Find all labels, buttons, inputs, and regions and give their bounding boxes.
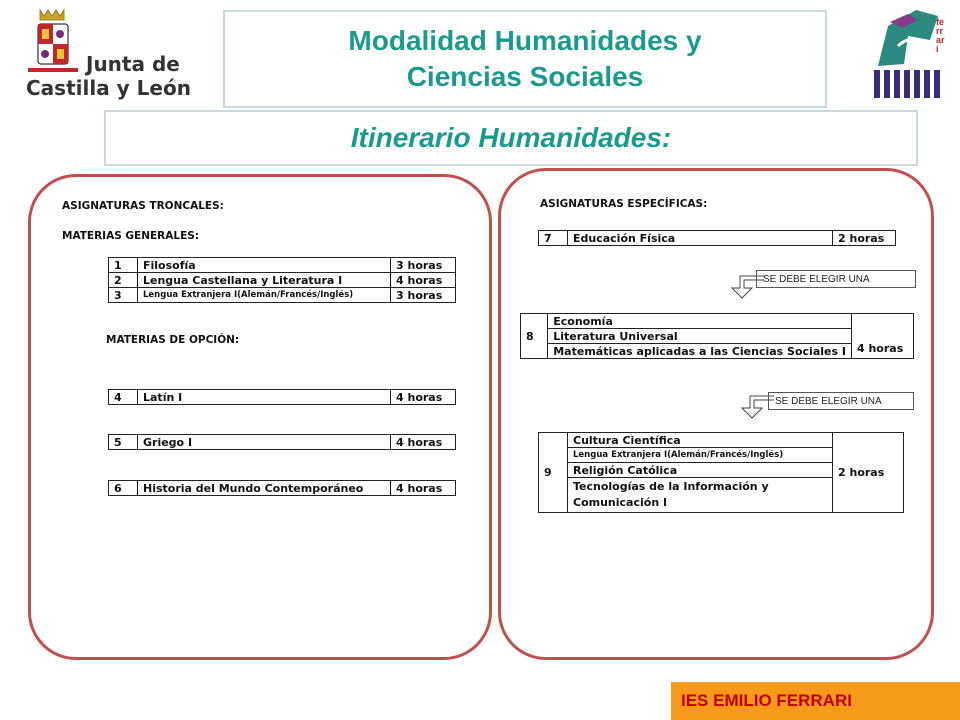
- school-footer: IES EMILIO FERRARI: [671, 682, 960, 720]
- group-hours: 2 horas: [833, 433, 904, 513]
- group9-table: [538, 432, 904, 513]
- subject-number: 4: [109, 390, 138, 405]
- subject-name: Filosofía: [138, 258, 391, 273]
- option-item-line-1: Tecnologías de la Información y: [573, 480, 769, 493]
- subject-number: 3: [109, 288, 138, 303]
- subject-hours: 2 horas: [833, 231, 896, 246]
- table-row: [109, 390, 456, 405]
- ferrari-logo: [868, 6, 952, 102]
- subject-hours: 3 horas: [391, 258, 456, 273]
- subject-name: Lengua Extranjera I(Alemán/Francés/Inglés): [138, 288, 391, 303]
- page-title: [223, 10, 827, 108]
- table-row: [521, 314, 914, 329]
- subject-name: Griego I: [138, 435, 391, 450]
- option-item: Matemáticas aplicadas a las Ciencias Sociales I: [548, 344, 852, 359]
- subject-number: 1: [109, 258, 138, 273]
- subject-hours: 3 horas: [391, 288, 456, 303]
- subject-hours: 4 horas: [391, 390, 456, 405]
- troncales-panel: [28, 174, 492, 660]
- opcion-table-5: [108, 434, 456, 450]
- heading-opcion: MATERIAS DE OPCIÓN:: [106, 334, 240, 346]
- subject-name: Lengua Castellana y Literatura I: [138, 273, 391, 288]
- subject-hours: 4 horas: [391, 273, 456, 288]
- option-item: Religión Católica: [568, 463, 833, 478]
- table-row: [109, 258, 456, 273]
- group-number: 9: [539, 433, 568, 513]
- title-line-1: Modalidad Humanidades y: [348, 25, 702, 56]
- option-item: [568, 478, 833, 513]
- subject-number: 2: [109, 273, 138, 288]
- group-hours: 4 horas: [851, 314, 913, 359]
- option-item: Economía: [548, 314, 852, 329]
- note-elegir-2: SE DEBE ELEGIR UNA: [768, 392, 914, 410]
- subject-name: Educación Física: [568, 231, 833, 246]
- subject-name: Latín I: [138, 390, 391, 405]
- table-row: [539, 231, 896, 246]
- heading-especificas: ASIGNATURAS ESPECÍFICAS:: [540, 198, 708, 210]
- opcion-table-6: [108, 480, 456, 496]
- logo-left-text-2: Castilla y León: [26, 76, 191, 100]
- table-row: [109, 435, 456, 450]
- generales-table: [108, 257, 456, 303]
- heading-troncales: ASIGNATURAS TRONCALES:: [62, 200, 224, 212]
- itinerary-title: Itinerario Humanidades:: [104, 110, 918, 166]
- table-row: [539, 433, 904, 448]
- subject-hours: 4 horas: [391, 435, 456, 450]
- option-item: Lengua Extranjera I(Alemán/Francés/Inglés): [568, 448, 833, 463]
- table-row: [109, 273, 456, 288]
- option-item: Cultura Científica: [568, 433, 833, 448]
- table-row: [109, 288, 456, 303]
- option-item-line-2: Comunicación I: [573, 496, 668, 509]
- heading-generales: MATERIAS GENERALES:: [62, 230, 200, 242]
- row7-table: [538, 230, 896, 246]
- option-item: Literatura Universal: [548, 329, 852, 344]
- group-number: 8: [521, 314, 548, 359]
- table-row: [109, 481, 456, 496]
- group8-table: [520, 313, 914, 359]
- subject-number: 5: [109, 435, 138, 450]
- opcion-table-4: [108, 389, 456, 405]
- subject-hours: 4 horas: [391, 481, 456, 496]
- subject-number: 7: [539, 231, 568, 246]
- logo-left-text-1: Junta de: [86, 52, 180, 76]
- note-elegir-1: SE DEBE ELEGIR UNA: [756, 270, 916, 288]
- subject-name: Historia del Mundo Contemporáneo: [138, 481, 391, 496]
- subject-number: 6: [109, 481, 138, 496]
- title-line-2: Ciencias Sociales: [406, 61, 644, 92]
- logo-right-text: ferrari: [936, 17, 945, 54]
